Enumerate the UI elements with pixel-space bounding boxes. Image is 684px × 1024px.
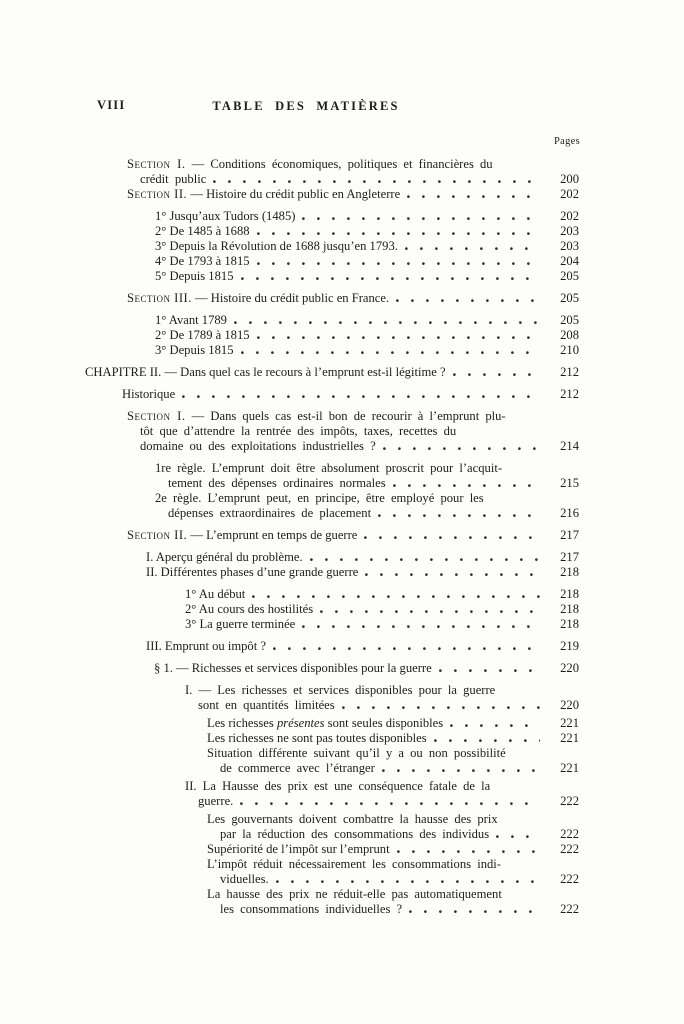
dot-leader: [302, 216, 540, 221]
entry-text: 3° Depuis la Révolution de 1688 jusqu’en 1793.: [155, 239, 398, 253]
toc-entry-page: 202: [560, 187, 579, 201]
toc-entry-page: 212: [560, 365, 579, 379]
toc-entry: [85, 313, 579, 328]
toc-entry-page: 216: [560, 506, 579, 520]
toc: [85, 157, 579, 917]
entry-text: Situation différente suivant qu’il y a ou non possibilité: [207, 746, 506, 760]
entry-text: Les richesses: [207, 716, 277, 730]
toc-entry-lastline: [185, 698, 579, 713]
dot-leader: [241, 276, 541, 281]
entry-text: 4° De 1793 à 1815: [155, 254, 250, 268]
toc-entry-text: [127, 187, 400, 202]
toc-entry-page: 221: [560, 716, 579, 730]
toc-entry-page: 205: [560, 313, 579, 327]
toc-entry-lastline: [185, 617, 579, 632]
dot-leader: [450, 723, 540, 728]
toc-entry-page: 215: [560, 476, 579, 490]
toc-entry: [85, 842, 579, 857]
smallcaps-heading: Section II.: [127, 187, 188, 201]
toc-entry: [85, 812, 579, 842]
toc-entry: [85, 328, 579, 343]
toc-entry-text: [155, 239, 398, 254]
entry-text: domaine ou des exploitations industrielles ?: [140, 439, 376, 453]
toc-entry-text: [207, 731, 427, 746]
toc-entry-page: 221: [560, 761, 579, 775]
toc-entry-text: [207, 842, 390, 857]
toc-entry-text: [185, 587, 245, 602]
entry-text: § 1. — Richesses et services disponibles pour la guerre: [154, 661, 432, 675]
dot-leader: [434, 738, 540, 743]
toc-entry: [85, 387, 579, 402]
entry-text: Les gouvernants doivent combattre la hausse des prix: [207, 812, 498, 826]
entry-text: 2e règle. L’emprunt peut, en principe, être employé pour les: [155, 491, 484, 505]
entry-text: — Conditions économiques, politiques et financières du: [185, 157, 493, 171]
dot-leader: [407, 194, 540, 199]
toc-entry-page: 203: [560, 224, 579, 238]
toc-entry-page: 222: [560, 872, 579, 886]
toc-entry-lastline: [207, 872, 579, 887]
toc-entry-line: [207, 887, 579, 902]
dot-leader: [257, 335, 540, 340]
toc-entry-text: [185, 617, 295, 632]
toc-entry-lastline: [155, 506, 579, 521]
dot-leader: [182, 394, 540, 399]
toc-entry-lastline: [155, 209, 579, 224]
toc-entry-lastline: [155, 269, 579, 284]
toc-entry: [85, 617, 579, 632]
toc-entry: [85, 365, 579, 380]
toc-entry: [85, 209, 579, 224]
toc-entry-lastline: [155, 254, 579, 269]
toc-entry-line: [185, 779, 579, 794]
toc-entry: [85, 887, 579, 917]
entry-text: 1° Avant 1789: [155, 313, 227, 327]
dot-leader: [364, 535, 540, 540]
toc-entry-lastline: [127, 528, 579, 543]
toc-entry-text: [185, 698, 335, 713]
toc-entry-text: [127, 439, 376, 454]
toc-entry-text: [154, 661, 432, 676]
toc-entry-page: 208: [560, 328, 579, 342]
smallcaps-heading: Section I.: [127, 409, 186, 423]
toc-entry-lastline: [207, 827, 579, 842]
entry-text: — Histoire du crédit public en Angleterre: [187, 187, 401, 201]
toc-entry: [85, 239, 579, 254]
entry-text: III. Emprunt ou impôt ?: [146, 639, 266, 653]
dot-leader: [365, 572, 540, 577]
smallcaps-heading: Section II.: [127, 528, 188, 542]
dot-leader: [234, 320, 540, 325]
toc-entry-page: 220: [560, 698, 579, 712]
toc-entry-page: 203: [560, 239, 579, 253]
toc-entry: [85, 602, 579, 617]
toc-entry-page: 204: [560, 254, 579, 268]
toc-entry-lastline: [155, 239, 579, 254]
toc-entry-page: 205: [560, 269, 579, 283]
toc-entry: [85, 639, 579, 654]
toc-entry-line: [127, 424, 579, 439]
toc-entry-page: 214: [560, 439, 579, 453]
entry-text: par la réduction des consommations des individus: [220, 827, 490, 841]
toc-entry-page: 220: [560, 661, 579, 675]
toc-entry-text: [207, 716, 443, 731]
toc-entry-page: 205: [560, 291, 579, 305]
entry-text: dépenses extraordinaires de placement: [168, 506, 372, 520]
toc-entry: [85, 528, 579, 543]
entry-text: I. — Les richesses et services disponibles pour la guerre: [185, 683, 496, 697]
entry-text: crédit public: [140, 172, 207, 186]
dot-leader: [393, 483, 540, 488]
running-title: TABLE DES MATIÈRES: [212, 99, 400, 113]
toc-entry: [85, 857, 579, 887]
entry-text: 1° Au début: [185, 587, 246, 601]
dot-leader: [320, 609, 540, 614]
toc-entry-page: 222: [560, 842, 579, 856]
toc-entry-lastline: [207, 731, 579, 746]
toc-entry-text: [155, 269, 234, 284]
toc-entry: [85, 461, 579, 491]
toc-entry-line: [207, 746, 579, 761]
toc-entry-page: 222: [560, 827, 579, 841]
toc-entry-page: 212: [560, 387, 579, 401]
toc-entry-text: [207, 902, 402, 917]
toc-entry-lastline: [127, 291, 579, 306]
dot-leader: [439, 668, 540, 673]
toc-entry-page: 219: [560, 639, 579, 653]
toc-entry-text: [146, 550, 303, 565]
toc-entry-text: [127, 172, 206, 187]
toc-entry-lastline: [154, 661, 579, 676]
dot-leader: [252, 594, 540, 599]
dot-leader: [213, 179, 540, 184]
toc-entry-line: [155, 461, 579, 476]
toc-entry-line: [127, 409, 579, 424]
toc-entry-text: [146, 565, 358, 580]
toc-entry-text: [146, 639, 266, 654]
toc-entry-text: [155, 343, 234, 358]
toc-entry-text: [155, 328, 250, 343]
toc-entry-lastline: [127, 187, 579, 202]
toc-entry-lastline: [127, 439, 579, 454]
toc-entry: [85, 550, 579, 565]
toc-entry-line: [207, 857, 579, 872]
smallcaps-heading: Section III.: [127, 291, 192, 305]
dot-leader: [453, 372, 540, 377]
toc-entry-page: 218: [560, 587, 579, 601]
toc-entry-lastline: [207, 902, 579, 917]
dot-leader: [302, 624, 540, 629]
dot-leader: [397, 849, 540, 854]
entry-text: L’impôt réduit nécessairement les consommations indi-: [207, 857, 501, 871]
toc-entry-text: [155, 476, 386, 491]
toc-entry-page: 202: [560, 209, 579, 223]
pages-column-label: Pages: [554, 136, 580, 147]
dot-leader: [276, 879, 540, 884]
toc-entry-lastline: [185, 587, 579, 602]
entry-text: CHAPITRE II. — Dans quel cas le recours à l’emprunt est-il légitime ?: [85, 365, 446, 379]
entry-text: 5° Depuis 1815: [155, 269, 234, 283]
toc-entry: [85, 409, 579, 454]
toc-entry-line: [155, 491, 579, 506]
toc-entry-page: 221: [560, 731, 579, 745]
toc-entry: [85, 187, 579, 202]
toc-entry-text: [155, 254, 250, 269]
entry-text: 1° Jusqu’aux Tudors (1485): [155, 209, 296, 223]
toc-entry-text: [207, 827, 489, 842]
toc-entry-lastline: [185, 602, 579, 617]
entry-text: II. Différentes phases d’une grande guerre: [146, 565, 359, 579]
toc-entry-page: 218: [560, 602, 579, 616]
dot-leader: [378, 513, 540, 518]
dot-leader: [405, 246, 540, 251]
dot-leader: [383, 446, 540, 451]
entry-text: sont seules disponibles: [324, 716, 444, 730]
toc-entry-line: [207, 812, 579, 827]
entry-text: I. Aperçu général du problème.: [146, 550, 303, 564]
entry-text: viduelles.: [220, 872, 269, 886]
italic-text: présentes: [276, 716, 325, 730]
entry-text: 1re règle. L’emprunt doit être absolument proscrit pour l’acquit-: [155, 461, 503, 475]
dot-leader: [396, 298, 540, 303]
toc-entry: [85, 224, 579, 239]
toc-entry-lastline: [127, 172, 579, 187]
entry-text: Les richesses ne sont pas toutes disponibles: [207, 731, 427, 745]
toc-entry-text: [127, 291, 389, 306]
toc-entry: [85, 254, 579, 269]
toc-entry-text: [122, 387, 175, 402]
dot-leader: [382, 768, 540, 773]
toc-entry-lastline: [85, 365, 579, 380]
toc-entry-lastline: [207, 716, 579, 731]
dot-leader: [257, 261, 540, 266]
toc-entry-lastline: [155, 224, 579, 239]
dot-leader: [496, 834, 540, 839]
toc-entry: [85, 683, 579, 713]
toc-entry: [85, 491, 579, 521]
toc-entry: [85, 716, 579, 731]
entry-text: de commerce avec l’étranger: [220, 761, 375, 775]
dot-leader: [241, 350, 541, 355]
entry-text: 3° Depuis 1815: [155, 343, 234, 357]
dot-leader: [240, 801, 540, 806]
toc-entry-lastline: [155, 313, 579, 328]
toc-entry-page: 217: [560, 528, 579, 542]
dot-leader: [409, 909, 540, 914]
entry-text: guerre.: [198, 794, 234, 808]
entry-text: II. La Hausse des prix est une conséquence fatale de la: [185, 779, 491, 793]
toc-entry-text: [85, 365, 446, 380]
dot-leader: [257, 231, 540, 236]
entry-text: 2° De 1789 à 1815: [155, 328, 250, 342]
entry-text: les consommations individuelles ?: [220, 902, 403, 916]
toc-entry-line: [185, 683, 579, 698]
toc-entry-lastline: [155, 343, 579, 358]
entry-text: 2° De 1485 à 1688: [155, 224, 250, 238]
toc-entry-lastline: [146, 565, 579, 580]
toc-entry-lastline: [207, 761, 579, 776]
entry-text: — Dans quels cas est-il bon de recourir à l’emprunt plu-: [185, 409, 506, 423]
toc-entry-lastline: [155, 476, 579, 491]
toc-entry-text: [127, 528, 357, 543]
toc-entry-text: [155, 506, 371, 521]
toc-entry-text: [155, 209, 295, 224]
toc-entry-lastline: [155, 328, 579, 343]
toc-entry: [85, 343, 579, 358]
toc-entry-text: [185, 794, 233, 809]
entry-text: 2° Au cours des hostilités: [185, 602, 314, 616]
page-folio: VIII: [97, 98, 126, 112]
toc-entry-lastline: [122, 387, 579, 402]
entry-text: Historique: [122, 387, 176, 401]
toc-entry: [85, 291, 579, 306]
toc-entry-line: [127, 157, 579, 172]
entry-text: — Histoire du crédit public en France.: [191, 291, 390, 305]
toc-entry-text: [155, 224, 250, 239]
toc-entry-lastline: [207, 842, 579, 857]
entry-text: 3° La guerre terminée: [185, 617, 296, 631]
smallcaps-heading: Section I.: [127, 157, 186, 171]
toc-entry-page: 210: [560, 343, 579, 357]
toc-entry-page: 218: [560, 617, 579, 631]
entry-text: tement des dépenses ordinaires normales: [168, 476, 386, 490]
toc-entry: [85, 746, 579, 776]
toc-entry: [85, 731, 579, 746]
toc-entry: [85, 565, 579, 580]
toc-entry: [85, 157, 579, 187]
toc-entry-lastline: [146, 639, 579, 654]
dot-leader: [273, 646, 540, 651]
toc-entry-text: [207, 761, 375, 776]
dot-leader: [310, 557, 540, 562]
entry-text: — L’emprunt en temps de guerre: [187, 528, 358, 542]
toc-entry: [85, 587, 579, 602]
entry-text: sont en quantités limitées: [198, 698, 335, 712]
entry-text: tôt que d’attendre la rentrée des impôts, taxes, recettes du: [140, 424, 457, 438]
toc-entry: [85, 779, 579, 809]
dot-leader: [342, 705, 540, 710]
toc-entry-lastline: [185, 794, 579, 809]
toc-entry-page: 218: [560, 565, 579, 579]
toc-entry-text: [155, 313, 227, 328]
entry-text: La hausse des prix ne réduit-elle pas automatiquement: [207, 887, 502, 901]
toc-entry-page: 222: [560, 794, 579, 808]
toc-entry: [85, 661, 579, 676]
toc-entry-text: [185, 602, 313, 617]
toc-entry-lastline: [146, 550, 579, 565]
toc-entry-text: [207, 872, 269, 887]
toc-entry-page: 200: [560, 172, 579, 186]
toc-entry-page: 217: [560, 550, 579, 564]
toc-entry-page: 222: [560, 902, 579, 916]
entry-text: Supériorité de l’impôt sur l’emprunt: [207, 842, 390, 856]
toc-entry: [85, 269, 579, 284]
